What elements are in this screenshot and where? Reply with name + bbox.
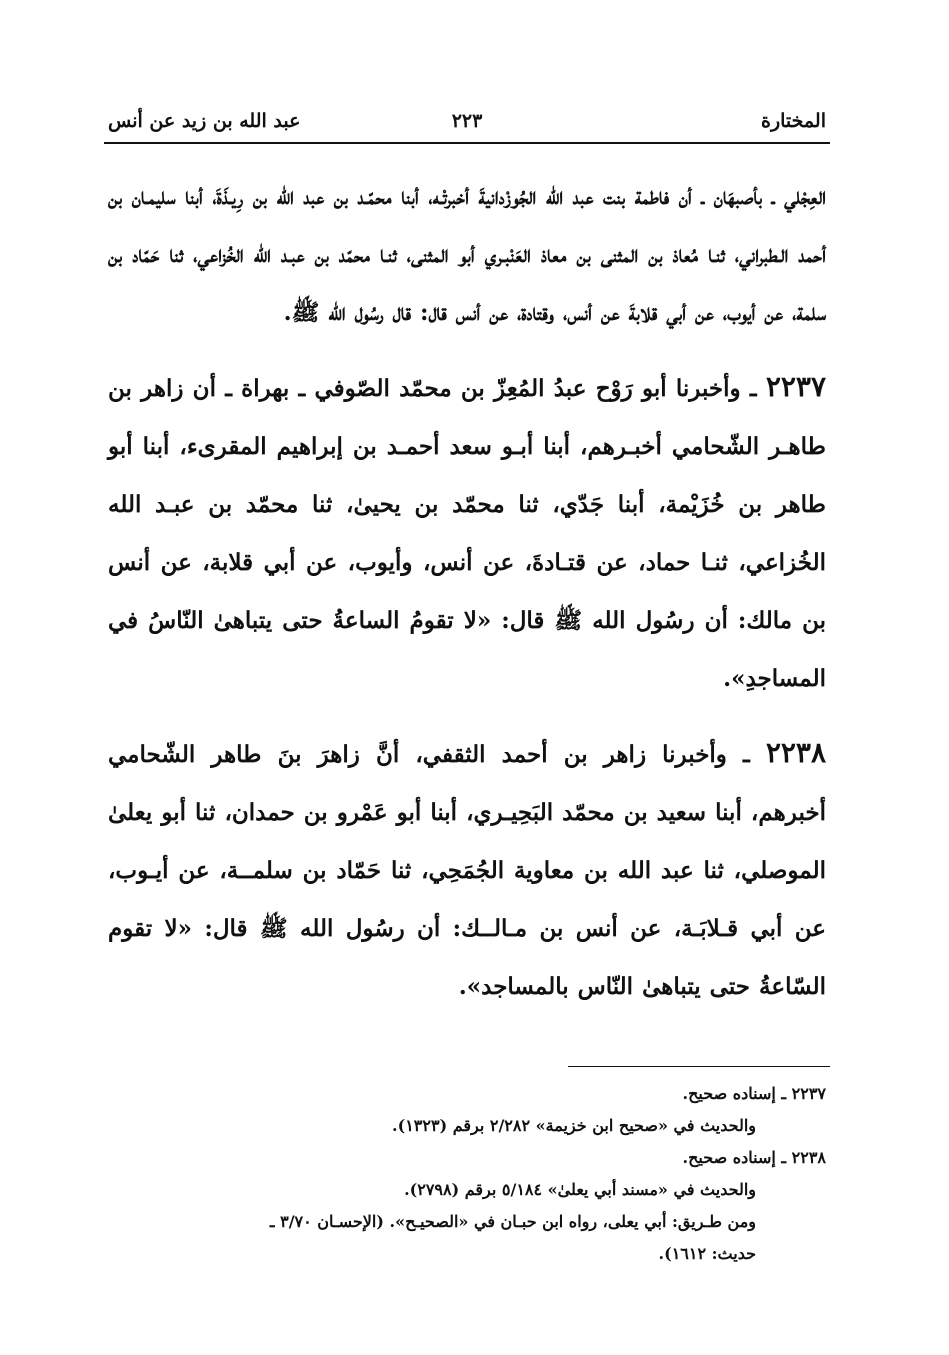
paragraph-text: العِجْلي ـ بأصبهَان ـ أن فاطمة بنت عبد الله الجُوزْدانيةَ أخبرتْـه، أبنا محمّـد بن عبد الله بن رِيـذَةَ، أبنا سليمـان بن أحمد الـطبراني، ثنـا مُعاذ بن المثنى بن معاذ العَنْبـري أبو المثنى، ثنـا محمّد بن عبـد الله الخُزاعي، ثنا حَمّاد بن سلمة، عن أيوب، عن أبي قلابةَ عن أنس، وقتادة، عن أنس قال: قال رسُول الله ﷺ.: [108, 183, 826, 326]
paragraph-text: ـ وأخبرنا أبو رَوْح عبدُ المُعِزّ بن محمّد الصّوفي ـ بهراة ـ أن زاهر بن طاهـر الشّحامي أخبـرهم، أبنا أبـو سعد أحمـد بن إبراهيم المقرىء، أبنا أبو طاهر بن خُزَيْمة، أبنا جَدّي، ثنا محمّد بن يحيىٰ، ثنا محمّد بن عبـد الله الخُزاعي، ثنـا حماد، عن قتـادةَ، عن أنس، وأيوب، عن أبي قلابة، عن أنس بن مالك: أن رسُول الله ﷺ قال: «لا تقومُ الساعةُ حتى يتباهىٰ النّاسُ في المساجدِ».: [108, 375, 826, 692]
footnote-line: ومن طـريق: أبي يعلى، رواه ابن حبـان في «الصحيـح». (الإحسـان ٣/٧٠ ـ: [269, 1212, 756, 1231]
footnote-line: والحديث في «مسند أبي يعلىٰ» ٥/١٨٤ برقم (٢٧٩٨).: [404, 1180, 756, 1199]
header-rule: [104, 142, 830, 144]
paragraph-text: ـ وأخبرنا زاهر بن أحمد الثقفي، أنَّ زاهرَ بنَ طاهر الشّحامي أخبرهم، أبنا سعيد بن محمّد البَحِيـري، أبنا أبو عَمْرو بن حمدان، ثنا أبو يعلىٰ الموصلي، ثنا عبد الله بن معاوية الجُمَحِي، ثنا حَمّاد بن سلمــة، عن أيـوب، عن أبي قـلابَـة، عن أنس بن مـالــك: أن رسُول الله ﷺ قال: «لا تقوم السّاعةُ حتى يتباهىٰ النّاس بالمساجد».: [108, 741, 826, 1000]
hadith-2237: [108, 358, 826, 708]
footnote-line: والحديث في «صحيح ابن خزيمة» ٢/٢٨٢ برقم (١٣٢٣).: [392, 1116, 756, 1135]
footnote-line: حديث: ١٦١٢).: [658, 1244, 756, 1263]
chapter-title: عبد الله بن زيد عن أنس: [108, 110, 301, 132]
footnote-rule: [568, 1066, 830, 1067]
footnotes: [108, 1078, 826, 1270]
footnote-line: ٢٢٣٧ ـ إسناده صحيح.: [682, 1084, 826, 1103]
hadith-number: ٢٢٣٧: [765, 370, 826, 403]
page-number: ٢٢٣: [451, 110, 483, 132]
footnote-line: ٢٢٣٨ ـ إسناده صحيح.: [682, 1148, 826, 1167]
hadith-number: ٢٢٣٨: [765, 736, 826, 769]
running-header: [108, 104, 826, 138]
paragraph-continued: [108, 168, 826, 342]
book-title: المختارة: [761, 110, 826, 132]
main-text: [108, 168, 826, 1032]
hadith-2238: [108, 724, 826, 1016]
